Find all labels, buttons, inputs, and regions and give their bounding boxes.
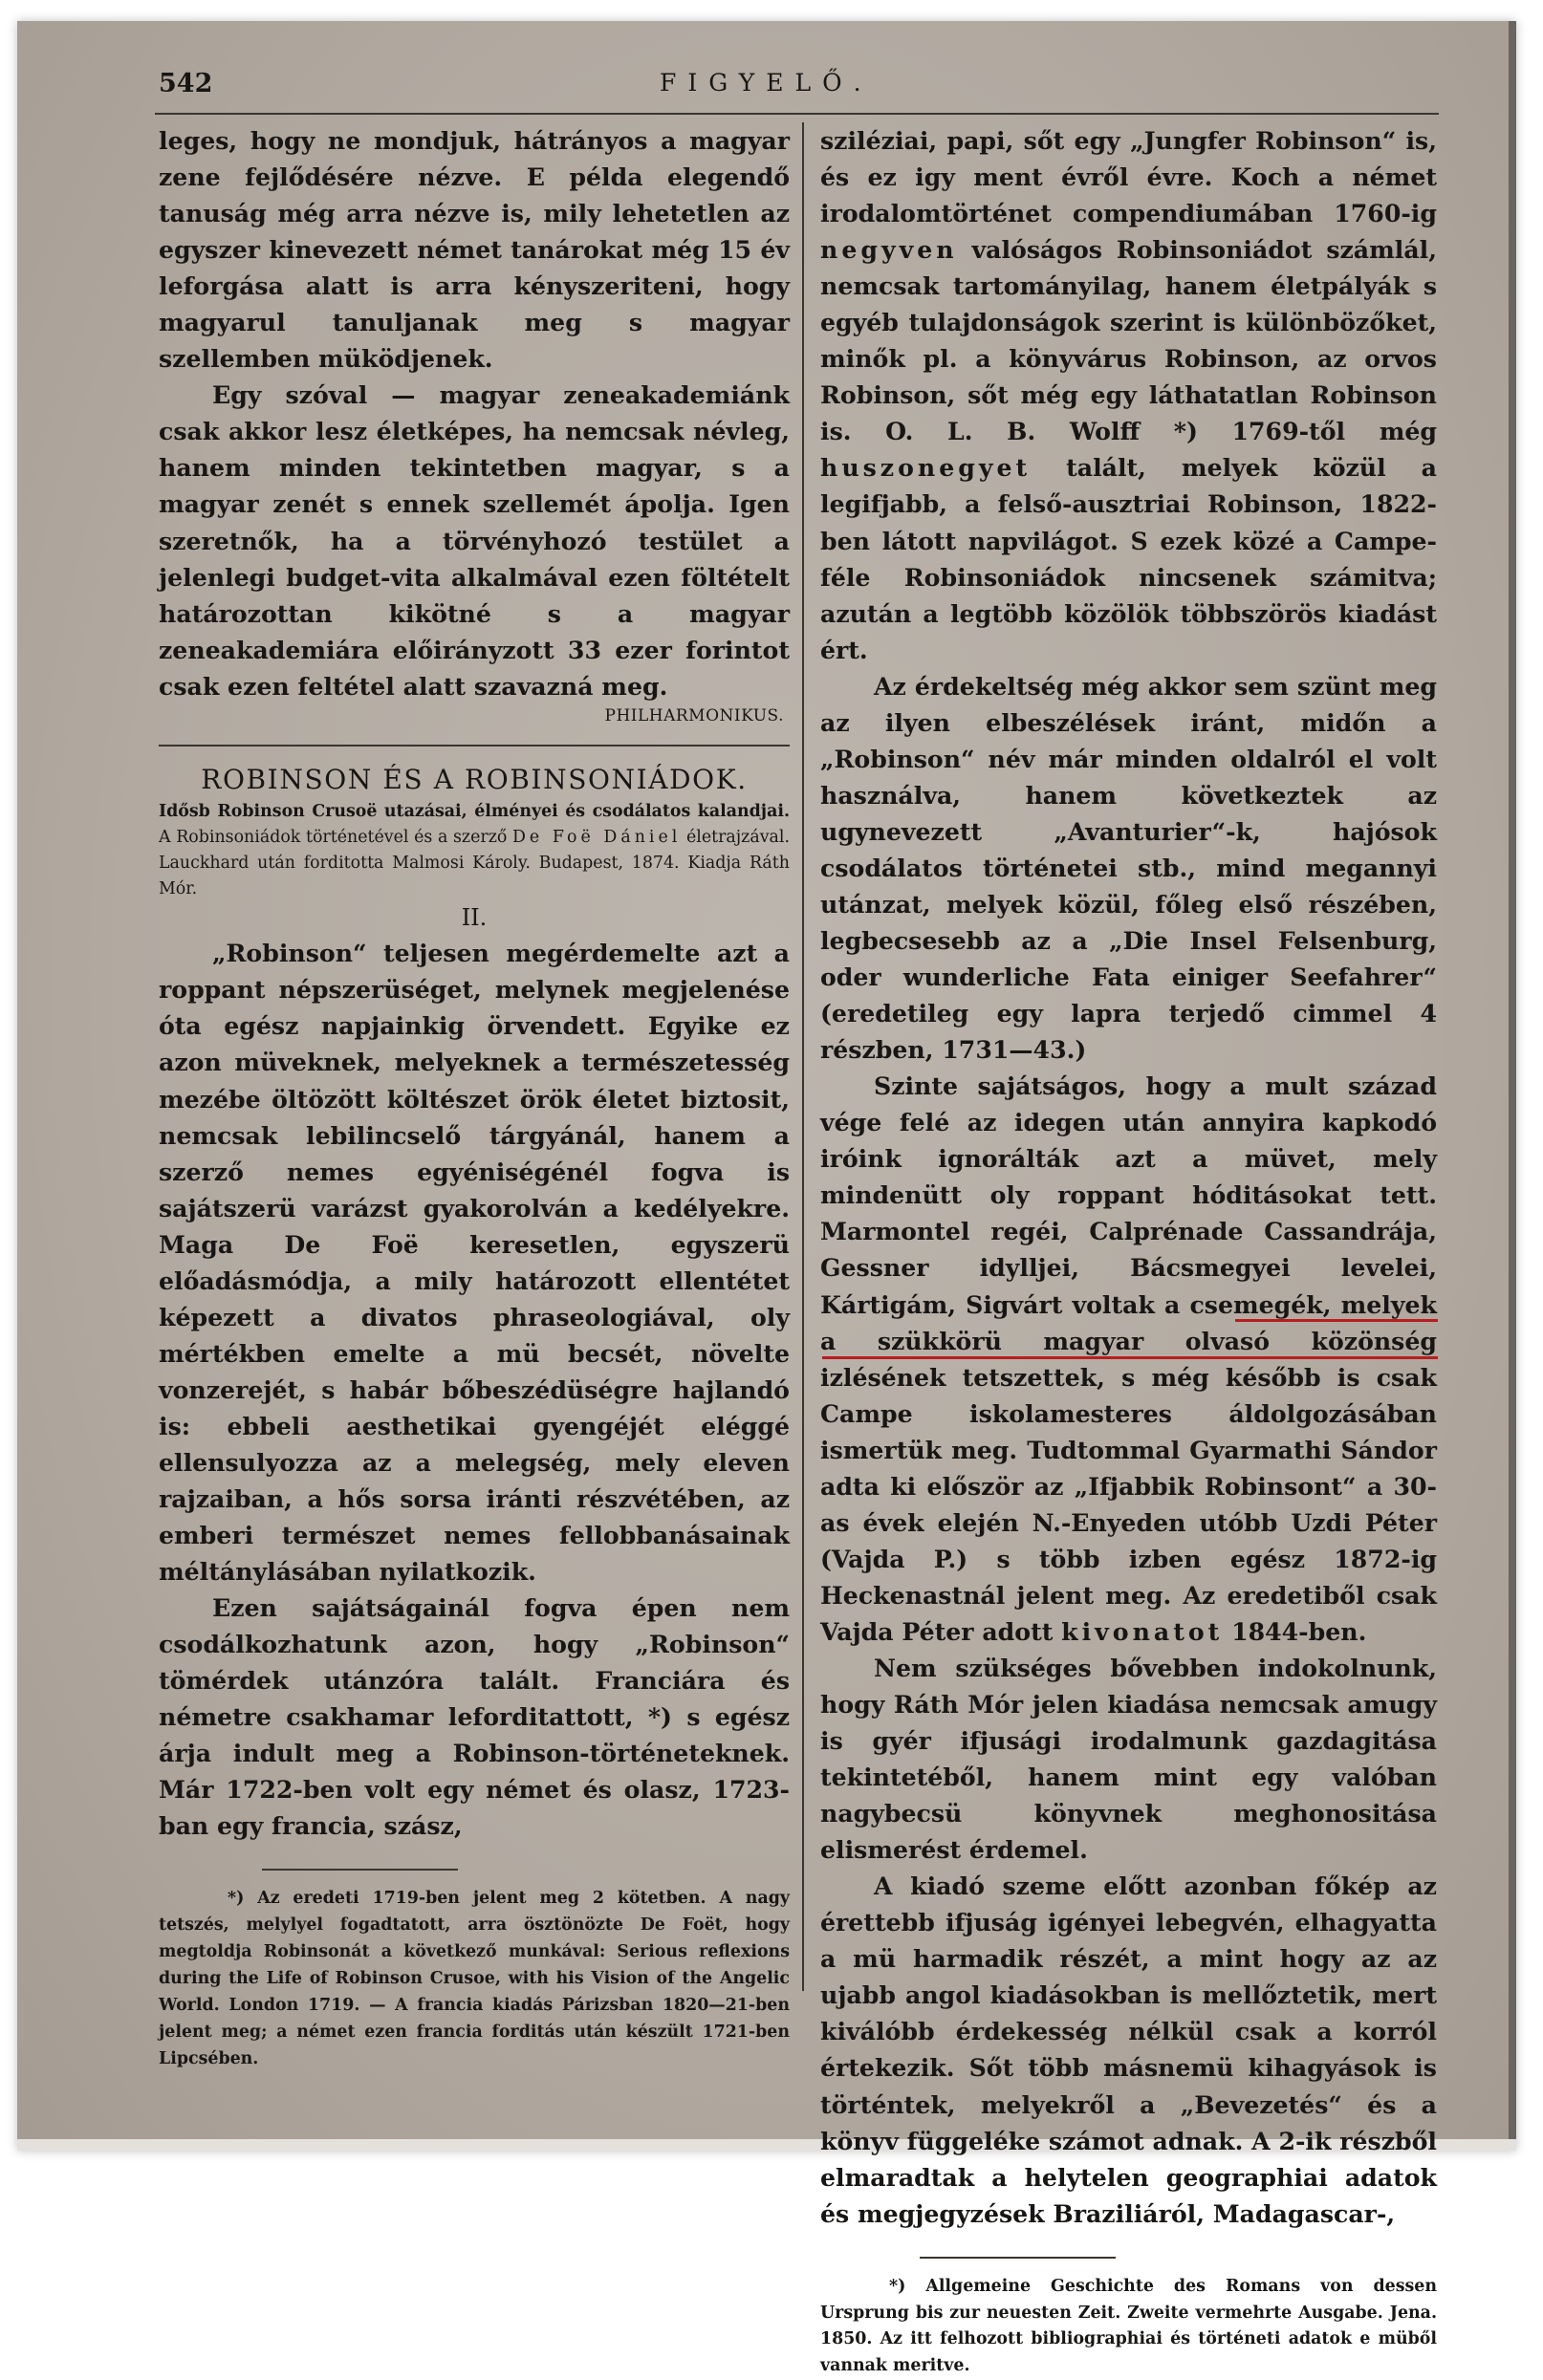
scan-edge-shadow [1509,21,1516,2151]
bibliographic-entry [159,799,790,903]
book-title: Idősb Robinson Crusoë utazásai, élményei és csodálatos kalandjai. [159,801,790,821]
footnote: *) Allgemeine Geschichte des Romans von dessen Ursprung bis zur neuesten Zeit. Zweite vermehrte Ausgabe. Jena. 1850. Az itt felhozott bibliographiai és történeti adatok e müből vannak meritve. [820,2276,1437,2376]
footnote-rule [920,2257,1116,2259]
paragraph: Egy szóval — magyar zeneakademiánk csak akkor lesz életképes, ha nemcsak névleg, hanem minden tekintetben magyar, s a magyar zenét s ennek szellemét ápolja. Igen szeretnők, ha a törvényhozó testület a jelenlegi budget-vita alkalmával ezen föltételt határozottan kikötné s a magyar zeneakademiára előirányzott 33 ezer forintot csak ezen feltétel alatt szavazná meg. [159,380,790,701]
bib-text: életrajzával. Lauckhard után forditotta Malmosi Károly. Budapest, 1874. Kiadja Ráth Mór. [159,827,790,899]
section-numeral: II. [461,904,488,932]
red-underline-mark [1235,1319,1438,1322]
author-name: De Foë Dániel [511,827,682,847]
text-run: 1844-ben. [1223,1616,1367,1646]
left-body-top [159,122,790,704]
right-column [820,122,1437,2380]
signature: PHILHARMONIKUS. [604,705,784,725]
text-run: valóságos Robinsoniádot számlál, nemcsak tartományilag, hanem életpályák s egyéb tulajdonságok szerint is különbözőket, minők pl. a könyvárus Robinson, az orvos Robinson, sőt még egy láthatatlan Robinson is. O. L. B. Wolff *) 1769-től még [820,235,1437,446]
text-run: Az eredetiből csak Vajda Péter adott [820,1580,1438,1646]
text-run: talált, melyek közül a legifjabb, a felső-ausztriai Robinson, 1822-ben látott napvilágot. S ezek közé a Campe-féle Robinsoniádok nincsenek számitva; azután a legtöbb közölök többszörös kiadást ért. [820,453,1437,664]
right-body [820,122,1437,2232]
page-number: 542 [159,69,213,98]
spaced-word: kivonatot [1061,1616,1224,1646]
running-title: FIGYELŐ. [660,69,873,97]
column-divider [802,122,804,1991]
paragraph: Ezen sajátságainál fogva épen nem csodálkozhatunk azon, hogy „Robinson“ tömérdek utánzóra talált. Franciára és németre csakhamar leforditattott, *) s egész árja indult meg a Robinson-történeteknek. Már 1722-ben volt egy német és olasz, 1723-ban egy francia, szász, [159,1593,790,1841]
left-column [159,122,790,2072]
text-run: Szinte sajátságos, hogy a mult század vége felé az idegen után annyira kapkodó iróink ignorálták azt a müvet, mely mindenütt oly roppant hóditásokat tett. Marmontel regéi, Calprénade Cassandrája, Gessner idylljei, Bácsmegyei levelei, Kártigám, Sigvárt voltak a csemegék, melyek a szükkörü magyar olvasó közönség izlésének tetszettek, s még később is csak Campe iskolamesteres áldolgozásában ismertük meg. Tudtommal Gyarmathi Sándor adta ki először az „Ifjabbik Robinsont“ a 30-as évek elején N.-Enyeden utóbb Uzdi Péter (Vajda P.) s több izben egész 1872-ig Heckenastnál jelent meg. [820,1071,1437,1610]
footnote-rule [262,1869,458,1871]
paragraph: A kiadó szeme előtt azonban főkép az érettebb ifjuság igényei lebegvén, elhagyatta a mü harmadik részét, a mint hogy az az ujabb angol kiadásokban is mellőztetik, mert kiválóbb érdekesség nélkül csak a korról értekezik. Sőt több másnemü kihagyások is történtek, melyekről a „Bevezetés“ és a könyv függeléke számot adnak. A 2-ik részből elmaradtak a helytelen geographiai adatok és megjegyzések Braziliáról, Madagascar-, [820,1872,1437,2228]
text-run: sziléziai, papi, sőt egy „Jungfer Robinson“ is, és ez igy ment évről évre. Koch a német irodalomtörténet compendiumában 1760-ig [820,126,1437,228]
paragraph: „Robinson“ teljesen megérdemelte azt a roppant népszerüséget, melynek megjelenése óta egész napjainkig örvendett. Egyike ez azon müveknek, melyeknek a természetesség mezébe öltözött költészet örök életet biztosit, nemcsak lebilincselő tárgyánál, hanem a szerző nemes egyéniségénél fogva is sajátszerü varázst gyakorolván a kedélyekre. Maga De Foë keresetlen, egyszerü előadásmódja, a mily határozott ellentétet képezett a divatos phraseologiával, oly mértékben emelte a mü becsét, növelte vonzerejét, s habár bőbeszédüségre hajlandó is: ebbeli aesthetikai gyengéjét eléggé ellensulyozza az a melegség, mely eleven rajzaiban, a hős sorsa iránti részvétében, az emberi természet nemes fellobbanásainak méltánylásában nyilatkozik. [159,939,790,1587]
paragraph [820,122,1437,668]
spaced-word: huszonegyet [820,453,1032,483]
article-title: ROBINSON ÉS A ROBINSONIÁDOK. [201,763,748,795]
left-body-bottom [159,935,790,1844]
paragraph: Az érdekeltség még akkor sem szünt meg az ilyen elbeszélések iránt, midőn a „Robinson“ név már minden oldalról el volt használva, hanem következtek az ugynevezett „Avanturier“-k, hajósok csodálatos történetei stb., mind megannyi utánzat, melyek közül, főleg első részében, legbecsesebb az a „Die Insel Felsenburg, oder wunderliche Fata einiger Seefahrer“ (eredetileg egy lapra terjedő cimmel 4 részben, 1731—43.) [820,671,1437,1065]
footnote: *) Az eredeti 1719-ben jelent meg 2 kötetben. A nagy tetszés, melylyel fogadtatott, arra ösztönözte De Foët, hogy megtoldja Robinsonát a következő munkával: Serious reflexions during the Life of Robinson Crusoe, with his Vision of the Angelic World. London 1719. — A francia kiadás Párizsban 1820—21-ben jelent meg; a német ezen francia forditás után készült 1721-ben Lipcsében. [159,1889,790,2068]
red-underline-mark [822,1356,1438,1359]
paragraph: leges, hogy ne mondjuk, hátrányos a magyar zene fejlődésére nézve. E példa elegendő tanuság még arra nézve is, mily lehetetlen az egyszer kinevezett német tanárokat még 15 év leforgása alatt is arra kényszeriteni, hogy magyarul tanuljanak meg s magyar szellemben müködjenek. [159,126,790,374]
spaced-word: negyven [820,235,958,265]
bib-text: A Robinsoniádok történetével és a szerző [159,827,512,847]
section-rule [159,745,790,746]
header-rule [155,113,1439,115]
paragraph: Nem szükséges bővebben indokolnunk, hogy Ráth Mór jelen kiadása nemcsak amugy is gyér ifjusági irodalmunk gazdagitása tekintetéből, hanem mint egy valóban nagybecsü könyvnek meghonositása elismerést érdemel. [820,1653,1437,1865]
